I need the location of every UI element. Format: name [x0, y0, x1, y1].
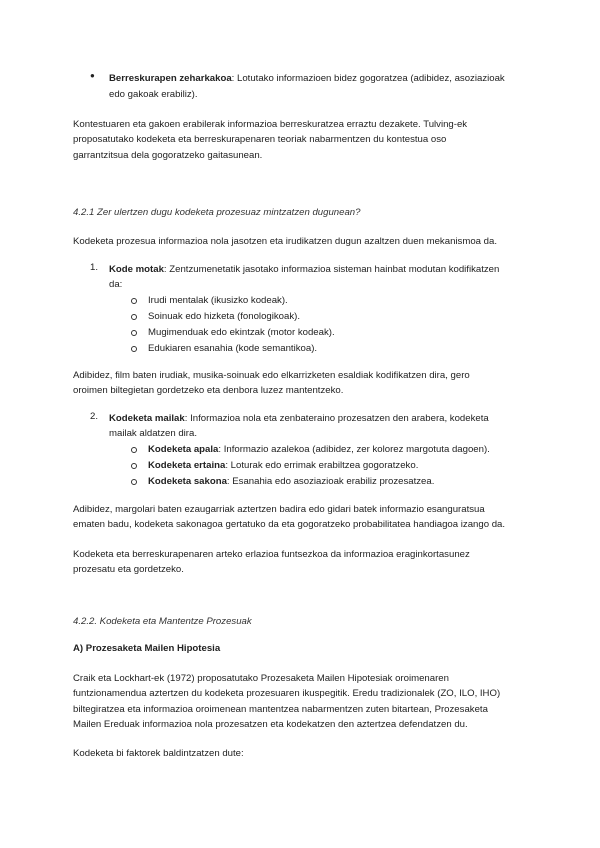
list2-line1: : Informazioa nola eta zenbateraino prozesatzen den arabera, kodeketa — [184, 413, 489, 424]
para1-line1: Kontestuaren eta gakoen erabilerak informazioa berreskuratzea erraztu dezakete. Tulving-ek — [73, 119, 468, 130]
para5-line1: Kodeketa eta berreskurapenaren arteko erlazioa funtsezkoa da informazioa eraginkortasunez — [73, 549, 470, 560]
list1-line2: da: — [109, 279, 123, 290]
subsection-a-heading: A) Prozesaketa Mailen Hipotesia — [73, 643, 221, 654]
intro-bullet-line1: : Lotutako informazioen bidez gogoratzea (adibidez, asoziazioak — [231, 73, 505, 84]
para4-line2: ematen badu, kodeketa sakonagoa gertatuko da eta gogoratzeko probabilitatea handiagoa izango da. — [73, 519, 506, 530]
para2-line1: Kodeketa prozesua informazioa nola jasotzen eta irudikatzen dugun azaltzen duen mekanismoa da. — [73, 236, 497, 247]
list2-subitem-3: Kodeketa sakona: Esanahia edo asoziazioak erabiliz prozesatzea. — [148, 474, 434, 489]
para3-line1: Adibidez, film baten irudiak, musika-soinuak edo elkarrizketen esaldiak kodifikatzen dira, gero — [73, 370, 470, 381]
para4-line1: Adibidez, margolari baten ezaugarriak aztertzen badira edo gidari batek informazio esanguratsua — [73, 504, 485, 515]
para7-line1: Kodeketa bi faktorek baldintzatzen dute: — [73, 748, 244, 759]
list2-subitem-1: Kodeketa apala: Informazio azalekoa (adibidez, zer kolorez margotuta dagoen). — [148, 442, 490, 457]
intro-bullet-term: Berreskurapen zeharkakoa — [109, 73, 232, 84]
circle-bullet-icon — [131, 447, 137, 453]
list1-line1: : Zentzumenetatik jasotako informazioa sisteman hainbat modutan kodifikatzen — [163, 264, 500, 275]
intro-bullet-item — [109, 71, 539, 86]
para6-line2: funtzionamendua aztertzen du kodeketa prozesuaren ikuspegitik. Eredu tradizionalek (ZO, ILO, IHO) — [73, 688, 501, 699]
para6-line1: Craik eta Lockhart-ek (1972) proposatutako Prozesaketa Mailen Hipotesiak oroimenaren — [73, 673, 449, 684]
section-422-heading: 4.2.2. Kodeketa eta Mantentze Prozesuak — [73, 616, 252, 627]
list1-number: 1. — [90, 262, 99, 273]
list2-item — [109, 411, 539, 426]
list1-subitem-3: Mugimenduak edo ekintzak (motor kodeak). — [148, 325, 335, 340]
para5-line2: prozesatu eta gordetzeko. — [73, 564, 184, 575]
list1-subitem-1: Irudi mentalak (ikusizko kodeak). — [148, 293, 288, 308]
circle-bullet-icon — [131, 346, 137, 352]
list1-item — [109, 262, 539, 277]
list1-term: Kode motak — [109, 264, 164, 275]
intro-bullet-line2: edo gakoak erabiliz). — [109, 89, 198, 100]
list2-term: Kodeketa mailak — [109, 413, 185, 424]
circle-bullet-icon — [131, 479, 137, 485]
circle-bullet-icon — [131, 463, 137, 469]
list2-subitem-2: Kodeketa ertaina: Loturak edo errimak erabiltzea gogoratzeko. — [148, 458, 418, 473]
list1-subitem-2: Soinuak edo hizketa (fonologikoak). — [148, 309, 300, 324]
list2-line2: mailak aldatzen dira. — [109, 428, 197, 439]
para3-line2: oroimen biltegietan gordetzeko eta denbora luzez mantentzeko. — [73, 385, 344, 396]
list2-number: 2. — [90, 411, 99, 422]
circle-bullet-icon — [131, 298, 137, 304]
bullet-marker: ● — [90, 71, 95, 80]
section-421-heading: 4.2.1 Zer ulertzen dugu kodeketa prozesuaz mintzatzen dugunean? — [73, 207, 361, 218]
para6-line4: Mailen Ereduak informazioa nola prozesatzen eta kodekatzen den aztertzea defendatzen du. — [73, 719, 468, 730]
para6-line3: biltegiratzea eta informazioa oroimenean mantentzea nabarmentzen zuten bitartean, Prozesaketa — [73, 704, 488, 715]
list1-subitem-4: Edukiaren esanahia (kode semantikoa). — [148, 341, 317, 356]
para1-line2: proposatutako kodeketa eta berreskurapenaren teoriak nabarmentzen du kontestua oso — [73, 134, 447, 145]
circle-bullet-icon — [131, 330, 137, 336]
circle-bullet-icon — [131, 314, 137, 320]
para1-line3: garrantzitsua dela gogoratzeko gaitasunean. — [73, 150, 263, 161]
